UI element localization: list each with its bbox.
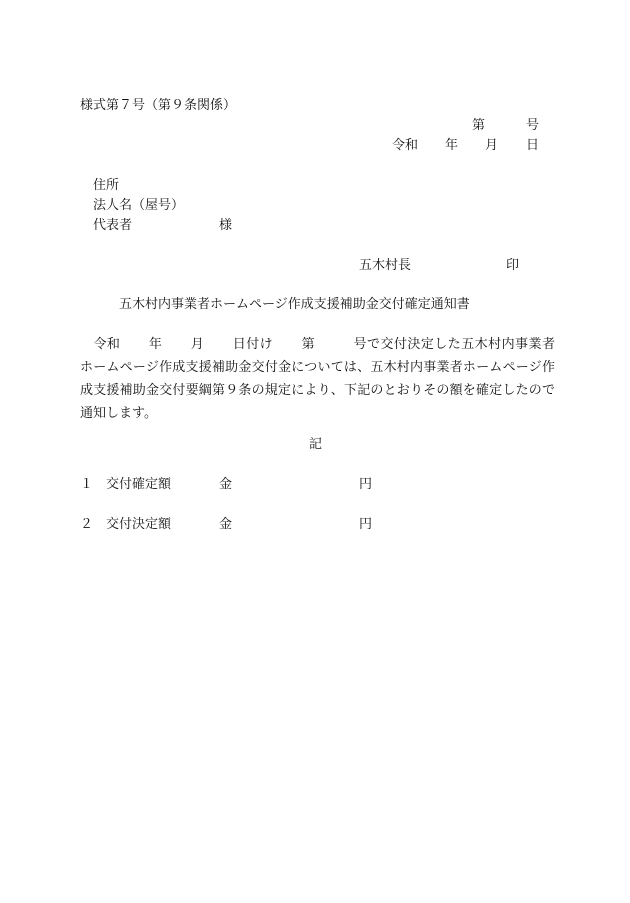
item-currency: 金 <box>219 477 233 492</box>
doc-number-prefix: 第 <box>472 118 486 133</box>
date-month: 月 <box>485 138 499 153</box>
body-month: 月 <box>190 337 205 352</box>
form-label: 様式第７号（第９条関係） <box>80 98 237 113</box>
item-label: 交付確定額 <box>106 477 172 492</box>
item-label: 交付決定額 <box>106 517 172 532</box>
body-number-prefix: 第 <box>301 337 316 352</box>
item-currency: 金 <box>219 517 233 532</box>
body-text: 号で交付決定した五木村内事業者ホームページ作成支援補助金交付金については、五木村内事業者ホームページ作成支援補助金交付要綱第９条の規定により、下記のとおりその額を確定したので通知します。 <box>80 337 555 421</box>
doc-number-suffix: 号 <box>526 118 540 133</box>
item-unit: 円 <box>359 517 373 532</box>
date-year: 年 <box>445 138 459 153</box>
seal-mark: 印 <box>506 258 520 273</box>
body-year: 年 <box>148 337 163 352</box>
body-paragraph <box>80 333 555 425</box>
representative-label: 代表者 <box>93 218 133 233</box>
honorific: 様 <box>219 218 233 233</box>
item-number: ２ <box>80 517 94 532</box>
document-title: 五木村内事業者ホームページ作成支援補助金交付確定通知書 <box>119 297 470 312</box>
sender-title: 五木村長 <box>359 258 412 273</box>
body-dated: 日付け <box>232 337 274 352</box>
body-era: 令和 <box>93 337 121 352</box>
corp-name-label: 法人名（屋号） <box>93 198 185 213</box>
date-day: 日 <box>526 138 540 153</box>
date-era: 令和 <box>392 138 419 153</box>
address-label: 住所 <box>93 178 120 193</box>
notes-heading: 記 <box>309 437 323 452</box>
item-number: １ <box>80 477 94 492</box>
item-unit: 円 <box>359 477 373 492</box>
